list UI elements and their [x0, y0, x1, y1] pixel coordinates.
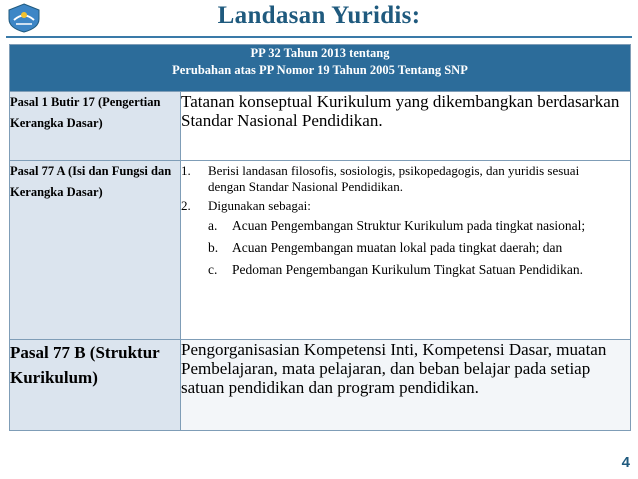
- table-row: [10, 340, 631, 431]
- table-header-line2: Perubahan atas PP Nomor 19 Tahun 2005 Tentang SNP: [172, 63, 468, 77]
- regulation-table: [9, 44, 631, 431]
- sublist-item: [208, 218, 630, 234]
- list-item: [181, 163, 630, 195]
- sublist-letter: a.: [208, 218, 218, 233]
- page-number: 4: [621, 454, 630, 471]
- table-header-line1: PP 32 Tahun 2013 tentang: [250, 46, 390, 60]
- sublist-item: [208, 240, 630, 256]
- sublist-text: Acuan Pengembangan muatan lokal pada tingkat daerah; dan: [232, 240, 563, 255]
- lettered-sublist: [208, 218, 630, 278]
- list-number: 1.: [181, 163, 191, 178]
- sublist-text: Acuan Pengembangan Struktur Kurikulum pada tingkat nasional;: [232, 218, 586, 233]
- title-divider: [6, 36, 632, 38]
- row-label: Pasal 77 B (Struktur Kurikulum): [10, 340, 181, 431]
- table-row: [10, 161, 631, 340]
- row-text: Pengorganisasian Kompetensi Inti, Kompetensi Dasar, muatan Pembelajaran, mata pelajaran, dan beban belajar pada setiap satuan pendidikan dan program pendidikan.: [181, 340, 631, 431]
- list-item: [181, 198, 630, 278]
- row-label: Pasal 77 A (Isi dan Fungsi dan Kerangka Dasar): [10, 161, 181, 340]
- table-row: [10, 92, 631, 161]
- table-header: [10, 45, 631, 92]
- list-text: Digunakan sebagai:: [208, 198, 311, 213]
- row-text: Tatanan konseptual Kurikulum yang dikembangkan berdasarkan Standar Nasional Pendidikan.: [181, 92, 631, 161]
- slide-title: Landasan Yuridis:: [217, 2, 421, 29]
- sublist-item: [208, 262, 630, 278]
- row-list-cell: [181, 161, 631, 340]
- sublist-letter: c.: [208, 262, 218, 277]
- list-text: Berisi landasan filosofis, sosiologis, psikopedagogis, dan yuridis sesuai dengan Standar Nasional Pendidikan.: [208, 163, 580, 194]
- row-label: Pasal 1 Butir 17 (Pengertian Kerangka Dasar): [10, 92, 181, 161]
- sublist-letter: b.: [208, 240, 219, 255]
- list-number: 2.: [181, 198, 191, 213]
- sublist-text: Pedoman Pengembangan Kurikulum Tingkat Satuan Pendidikan.: [232, 262, 583, 277]
- numbered-list: [181, 163, 630, 278]
